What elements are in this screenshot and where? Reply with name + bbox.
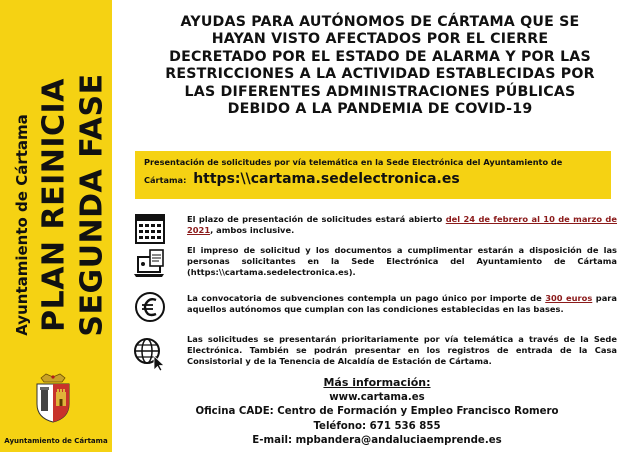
crest-caption: Ayuntamiento de Cártama	[4, 437, 108, 445]
phone-text: Teléfono: 671 536 855	[313, 420, 441, 432]
coat-of-arms-icon	[32, 372, 74, 424]
title-line: AYUDAS PARA AUTÓNOMOS DE CÁRTAMA QUE SE	[180, 14, 580, 30]
payment-amount: 300 euros	[545, 293, 593, 303]
plan-title-line1: PLAN REINICIA	[36, 78, 72, 332]
more-info-header: Más información:	[323, 376, 431, 389]
payment-text	[187, 293, 617, 315]
globe-cursor-icon	[132, 336, 168, 372]
main-title	[130, 14, 630, 118]
deadline-dates: del 24 de febrero al 10 de marzo de 2021	[187, 214, 617, 235]
title-line: DECRETADO POR EL ESTADO DE ALARMA Y POR LAS	[169, 48, 591, 65]
info-item-payment	[132, 290, 616, 328]
banner-text-line2	[144, 171, 460, 187]
submission-text: Las solicitudes se presentarán prioritariamente por vía telemática a través de la Sede Electrónica. También se podrán presentar en los registros de entrada de la Casa Consistorial y de la Tenencia de Alcaldía de Estación de Cártama.	[187, 334, 617, 366]
deadline-text	[187, 214, 617, 236]
info-item-forms	[132, 245, 616, 281]
laptop-document-icon	[132, 247, 168, 283]
deadline-text-before: El plazo de presentación de solicitudes estará abierto	[187, 214, 446, 224]
payment-text-after: para aquellos autónomos que cumplan con las condiciones establecidas en las bases.	[187, 293, 617, 314]
sidebar-panel	[0, 0, 112, 452]
banner-prefix: Cártama:	[144, 175, 187, 185]
plan-title-line2: SEGUNDA FASE	[74, 73, 110, 337]
website-link[interactable]: www.cartama.es	[329, 391, 425, 403]
payment-text-before: La convocatoria de subvenciones contempla un pago único por importe de	[187, 293, 546, 303]
calendar-icon	[132, 211, 168, 247]
title-line: LAS DIFERENTES ADMINISTRACIONES PÚBLICAS	[184, 83, 576, 100]
euro-icon	[134, 290, 170, 326]
title-line: RESTRICCIONES A LA ACTIVIDAD ESTABLECIDAS POR	[165, 66, 595, 83]
contact-info	[132, 376, 622, 449]
banner-text: Presentación de solicitudes por vía telemática en la Sede Electrónica del Ayuntamiento de	[144, 157, 563, 167]
deadline-text-after: , ambos inclusive.	[210, 224, 295, 235]
forms-text: El impreso de solicitud y los documentos a cumplimentar estarán a disposición de las personas solicitantes en la Sede Electrónica del Ayuntamiento de Cártama (https:\\cartama.sedelectronica.es).	[187, 245, 617, 277]
sede-electronica-link[interactable]: https:\\cartama.sedelectronica.es	[193, 171, 460, 187]
online-submission-banner	[135, 151, 611, 199]
info-item-deadline	[132, 211, 616, 247]
office-text: Oficina CADE: Centro de Formación y Empleo Francisco Romero	[195, 406, 559, 418]
info-item-submission	[132, 334, 616, 374]
title-line: DEBIDO A LA PANDEMIA DE COVID-19	[227, 101, 533, 118]
email-link[interactable]: E-mail: mpbandera@andaluciaemprende.es	[252, 435, 502, 447]
title-line: HAYAN VISTO AFECTADOS POR EL CIERRE	[211, 31, 549, 48]
ayuntamiento-vertical-label: Ayuntamiento de Cártama	[13, 114, 31, 336]
